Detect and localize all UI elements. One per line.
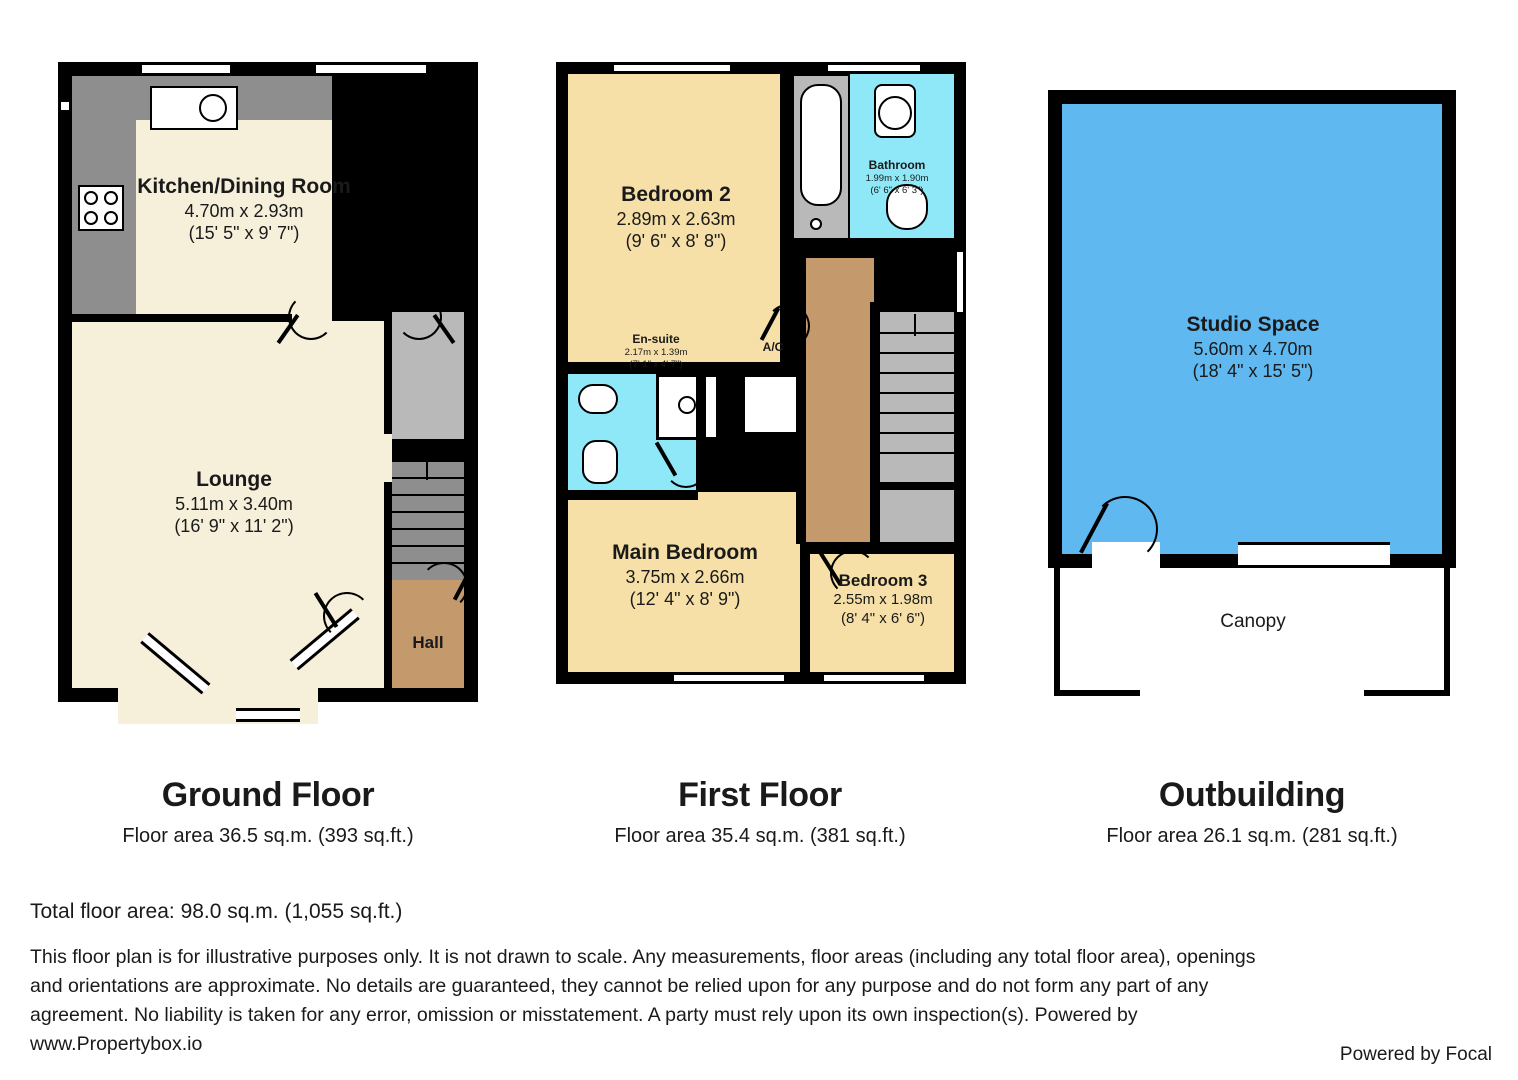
internal-wall xyxy=(726,432,806,442)
internal-wall xyxy=(384,304,392,434)
stair-step xyxy=(878,352,954,354)
stair-step xyxy=(392,511,464,513)
internal-wall xyxy=(384,482,392,688)
internal-wall xyxy=(568,490,698,500)
stair-step xyxy=(878,332,954,334)
window xyxy=(316,62,426,76)
canopy-left-footing xyxy=(1054,690,1140,696)
staircase-first xyxy=(878,312,954,482)
room-label-canopy: Canopy xyxy=(1220,611,1286,632)
stair-step xyxy=(878,432,954,434)
stair-step xyxy=(878,412,954,414)
bay-window xyxy=(236,708,300,722)
stair-arrow xyxy=(914,314,916,336)
window xyxy=(824,672,924,684)
window xyxy=(674,672,784,684)
toilet-bowl-icon xyxy=(878,96,912,130)
canopy-right-footing xyxy=(1364,690,1450,696)
room-label-ac: A/C xyxy=(762,340,784,354)
bath-inner xyxy=(800,84,842,206)
door-arc xyxy=(1092,496,1158,562)
internal-wall xyxy=(72,314,292,322)
ac-cupboard-area xyxy=(742,374,804,440)
window xyxy=(1306,542,1390,568)
stair-step xyxy=(392,528,464,530)
en-suite-basin-fitting xyxy=(578,384,618,414)
ground-floor-plan xyxy=(58,62,478,742)
first-floor-title-block: First Floor Floor area 35.4 sq.m. (381 sq.ft.) xyxy=(614,776,906,847)
room-label-bedroom-3: Bedroom 3 2.55m x 1.98m (8' 4" x 6' 6") xyxy=(833,571,933,627)
powered-by-label: Powered by Focal xyxy=(1339,1044,1492,1065)
internal-wall xyxy=(870,302,880,548)
cupboard-area xyxy=(878,490,954,546)
stair-step xyxy=(392,477,464,479)
outbuilding-title-block: Outbuilding Floor area 26.1 sq.m. (281 sq.ft.) xyxy=(1106,776,1398,847)
shower-tray-icon xyxy=(678,396,696,414)
window xyxy=(142,62,230,76)
stair-step xyxy=(392,545,464,547)
outbuilding-plan xyxy=(1048,90,1458,710)
internal-wall xyxy=(716,372,726,442)
room-label-studio-space: Studio Space 5.60m x 4.70m (18' 4" x 15' 5") xyxy=(1186,313,1320,382)
room-label-en-suite: En-suite 2.17m x 1.39m (7' 1" x 4' 7") xyxy=(624,332,688,370)
stair-arrow xyxy=(426,454,428,480)
stair-step xyxy=(878,392,954,394)
internal-wall xyxy=(792,238,954,248)
room-label-hall: Hall xyxy=(412,633,444,652)
internal-wall xyxy=(806,248,880,258)
stair-step xyxy=(392,494,464,496)
canopy-right-post xyxy=(1444,568,1450,696)
ground-floor-title-block: Ground Floor Floor area 36.5 sq.m. (393 sq.ft.) xyxy=(122,776,414,847)
window xyxy=(614,62,730,74)
room-label-main-bedroom: Main Bedroom 3.75m x 2.66m (12' 4" x 8' 9") xyxy=(612,541,758,610)
landing-area xyxy=(806,252,874,542)
total-floor-area: Total floor area: 98.0 sq.m. (1,055 sq.ft.) xyxy=(30,900,403,923)
bath-plug-icon xyxy=(810,218,822,230)
stair-step xyxy=(878,372,954,374)
disclaimer-text: This floor plan is for illustrative purposes only. It is not drawn to scale. Any measurements, floor areas (including any total floor area), openings and orientations are approximate. No details are guaranteed, they cannot be relied upon for any purpose and do not form any part of any agreement. No liability is taken for any error, omission or misstatement. A party must rely upon its own inspection(s). Powered by www.Propertybox.io xyxy=(30,946,1256,1055)
sink-bowl-icon xyxy=(199,94,227,122)
room-label-kitchen-dining: Kitchen/Dining Room 4.70m x 2.93m (15' 5" x 9' 7") xyxy=(137,175,351,244)
window xyxy=(954,252,966,312)
canopy-left-post xyxy=(1054,568,1060,696)
window xyxy=(58,102,72,110)
window xyxy=(828,62,920,74)
en-suite-toilet-fitting xyxy=(582,440,618,484)
stair-step xyxy=(878,452,954,454)
room-label-bathroom: Bathroom 1.99m x 1.90m (6' 6" x 6' 3") xyxy=(865,158,929,196)
first-floor-plan xyxy=(556,62,966,742)
room-label-bedroom-2: Bedroom 2 2.89m x 2.63m (9' 6" x 8' 8") xyxy=(616,183,736,252)
room-label-lounge: Lounge 5.11m x 3.40m (16' 9" x 11' 2") xyxy=(174,468,294,537)
internal-wall xyxy=(780,74,790,326)
